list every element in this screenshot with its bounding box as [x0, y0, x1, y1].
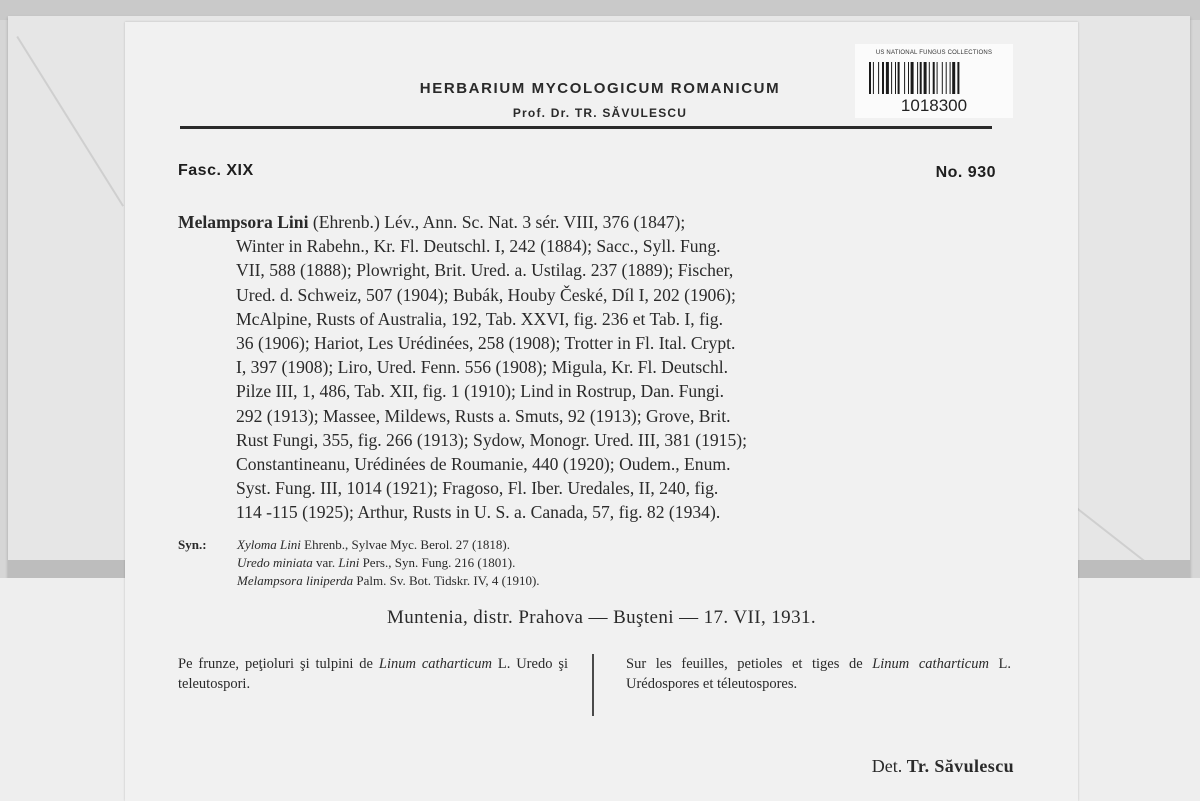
synonyms-list	[237, 536, 877, 590]
host-description-romanian	[178, 654, 568, 694]
envelope-fold-line	[16, 36, 124, 207]
column-divider	[592, 654, 594, 716]
citation-line: 36 (1906); Hariot, Les Urédinées, 258 (1908); Trotter in Fl. Ital. Crypt.	[236, 332, 736, 353]
species-name: Melampsora Lini	[178, 212, 309, 232]
citation-first-line: (Ehrenb.) Lév., Ann. Sc. Nat. 3 sér. VIII, 376 (1847);	[308, 212, 686, 232]
citation-line: Pilze III, 1, 486, Tab. XII, fig. 1 (1910); Lind in Rostrup, Dan. Fungi.	[236, 381, 725, 402]
synonym-item	[237, 572, 877, 590]
host-genus: Linum	[378, 656, 416, 672]
citation-line: Winter in Rabehn., Kr. Fl. Deutschl. I, 242 (1884); Sacc., Syll. Fung.	[236, 236, 721, 257]
herbarium-title: HERBARIUM MYCOLOGICUM ROMANICUM	[419, 80, 781, 97]
barcode-caption: US NATIONAL FUNGUS COLLECTIONS	[875, 50, 993, 56]
herbarium-editor: Prof. Dr. TR. SĂVULESCU	[512, 106, 688, 120]
synonyms-label: Syn.:	[178, 537, 207, 552]
barcode-number: 1018300	[900, 96, 968, 115]
citation-line: 292 (1913); Massee, Mildews, Rusts a. Smuts, 92 (1913); Grove, Brit.	[236, 405, 731, 426]
host-text: Pe frunze, peţioluri şi tulpini de	[178, 656, 379, 672]
citation-line: Rust Fungi, 355, fig. 266 (1913); Sydow, Monogr. Ured. III, 381 (1915);	[236, 429, 748, 450]
citation-line: Ured. d. Schweiz, 507 (1904); Bubák, Houby České, Díl I, 202 (1906);	[236, 284, 736, 305]
synonym-reference: Pers., Syn. Fung. 216 (1801).	[359, 555, 516, 570]
barcode-sticker	[855, 44, 1013, 118]
citation-line: 114 -115 (1925); Arthur, Rusts in U. S. a. Canada, 57, fig. 82 (1934).	[236, 502, 721, 523]
synonym-name: Melampsora liniperda	[237, 573, 354, 588]
citation-line: VII, 588 (1888); Plowright, Brit. Ured. a. Ustilag. 237 (1889); Fischer,	[236, 260, 734, 281]
synonym-item	[237, 554, 877, 572]
synonym-reference: Ehrenb., Sylvae Myc. Berol. 27 (1818).	[300, 537, 510, 552]
synonym-variety: Lini	[338, 555, 360, 570]
citation-line: Syst. Fung. III, 1014 (1921); Fragoso, Fl. Iber. Uredales, II, 240, fig.	[236, 478, 719, 499]
fascicle-label: Fasc. XIX	[178, 162, 254, 179]
citation-line: Constantineanu, Urédinées de Roumanie, 440 (1920); Oudem., Enum.	[236, 453, 731, 474]
citation-line	[178, 210, 1006, 234]
citation-block	[178, 210, 1006, 524]
host-binomial: Linum catharticum	[872, 656, 989, 672]
synonym-reference: Palm. Sv. Bot. Tidskr. IV, 4 (1910).	[353, 573, 540, 588]
synonym-name: Xyloma Lini	[237, 537, 301, 552]
specimen-number: No. 930	[935, 164, 996, 181]
host-description-french	[626, 654, 1011, 694]
host-text: L. Urédospores et téleutospores.	[626, 656, 1011, 692]
host-text: Sur les feuilles, petioles et tiges de	[626, 656, 873, 672]
synonym-name: Uredo miniata	[237, 555, 313, 570]
citation-line: McAlpine, Rusts of Australia, 192, Tab. XXVI, fig. 236 et Tab. I, fig.	[236, 308, 724, 329]
herbarium-label	[125, 22, 1078, 801]
host-species: catharticum	[421, 656, 492, 672]
determiner-name: Tr. Săvulescu	[906, 756, 1014, 776]
collection-locality: Muntenia, distr. Prahova — Buşteni — 17. VII, 1931.	[386, 607, 817, 628]
header-rule	[180, 126, 992, 129]
synonym-item	[237, 536, 877, 554]
barcode-icon	[869, 62, 999, 94]
determiner-prefix: Det.	[871, 756, 903, 776]
synonym-connector: var.	[312, 555, 339, 570]
determiner	[872, 756, 1014, 777]
citation-line: I, 397 (1908); Liro, Ured. Fenn. 556 (1908); Migula, Kr. Fl. Deutschl.	[236, 357, 729, 378]
host-text: L. Uredo şi teleutospori.	[178, 656, 569, 692]
